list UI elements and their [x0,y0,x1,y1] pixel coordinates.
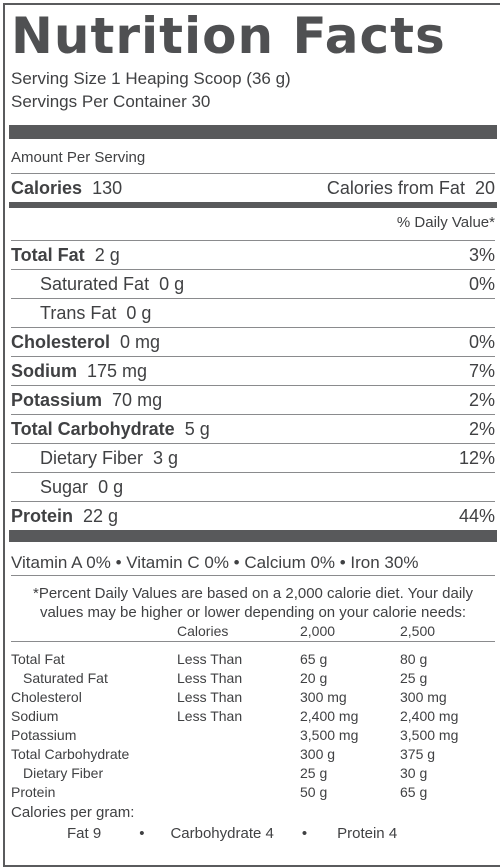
reference-cell: Less Than [177,689,243,705]
nutrient-name: Trans Fat [40,303,117,323]
reference-cell: Protein [11,784,56,800]
nutrient-label-group [11,357,147,385]
reference-table-body [11,650,495,802]
vitamins-line: Vitamin A 0% • Vitamin C 0% • Calcium 0% • Iron 30% [11,542,495,576]
reference-cell: Less Than [177,708,243,724]
nutrient-daily-value: 3% [468,245,495,265]
reference-table [11,622,495,802]
amount-per-serving-row [11,145,495,173]
reference-cell: 30 g [400,765,428,781]
reference-cell: 300 mg [400,689,447,705]
nutrient-label-group [11,473,123,501]
reference-cell [177,764,300,783]
nutrient-row [11,443,495,472]
reference-cell: Total Fat [11,651,65,667]
daily-value-header: % Daily Value* [396,214,495,231]
thick-divider-bottom [9,530,497,542]
reference-header-cell: 2,000 [300,623,336,639]
nutrient-name: Protein [11,506,74,526]
nutrient-amount: 0 g [159,274,185,294]
nutrient-name: Sugar [40,477,89,497]
nutrient-amount: 2 g [94,245,120,265]
nutrient-label-group [11,444,178,472]
nutrient-row [11,501,495,530]
reference-cell: 2,400 mg [300,708,359,724]
nutrient-label-group [11,415,210,443]
calories-per-gram-row [11,823,495,845]
nutrient-amount: 22 g [83,506,119,526]
reference-cell: Potassium [11,727,77,743]
reference-header-cell: Calories [177,623,229,639]
nutrient-daily-value: 12% [458,448,495,468]
nutrient-daily-value: 7% [468,361,495,381]
nutrient-name: Dietary Fiber [40,448,144,468]
cpg-protein: Protein 4 [337,825,398,842]
reference-cell: 2,400 mg [400,708,459,724]
nutrient-label-group [11,299,151,327]
nutrient-row [11,385,495,414]
reference-row [11,688,495,707]
nutrient-daily-value: 44% [458,506,495,526]
nutrient-name: Saturated Fat [40,274,150,294]
nutrient-amount: 3 g [153,448,179,468]
reference-cell: 65 g [300,651,328,667]
reference-cell: Less Than [177,670,243,686]
nutrient-name: Sodium [11,361,77,381]
nutrient-label-group [11,386,162,414]
reference-row [11,726,495,745]
nutrient-label-group [11,502,118,530]
reference-row [11,783,495,802]
reference-table-header [11,622,495,642]
reference-cell: 300 g [300,746,336,762]
cpg-separator: • [301,825,308,842]
reference-cell: Less Than [177,651,243,667]
reference-row [11,764,495,783]
reference-row [11,650,495,669]
nutrient-row [11,327,495,356]
daily-value-footnote: *Percent Daily Values are based on a 2,000 calorie diet. Your daily values may be higher or lower depending on your calorie needs: [32,585,473,621]
nutrient-amount: 70 mg [112,390,163,410]
servings-per-container: Servings Per Container 30 [11,92,211,111]
calories-value: 130 [92,178,123,198]
nutrient-name: Total Fat [11,245,85,265]
reference-cell: 3,500 mg [300,727,359,743]
reference-cell: 80 g [400,651,428,667]
label-title: Nutrition Facts [11,7,446,65]
nutrient-daily-value: 2% [468,390,495,410]
reference-cell: Saturated Fat [23,670,108,686]
reference-cell: 25 g [300,765,328,781]
nutrient-daily-value: 2% [468,419,495,439]
reference-cell: Total Carbohydrate [11,746,130,762]
reference-cell [177,783,300,802]
nutrient-label-group [11,270,184,298]
nutrient-label-group [11,328,160,356]
calories-label: Calories [11,178,83,198]
nutrient-row [11,269,495,298]
calories-row [11,173,495,202]
nutrient-amount: 175 mg [87,361,148,381]
calories-from-fat-value: 20 [474,178,495,198]
reference-row [11,707,495,726]
nutrient-row [11,472,495,501]
reference-cell [177,745,300,764]
cpg-separator: • [139,825,145,842]
nutrient-amount: 0 g [98,477,124,497]
reference-cell: Cholesterol [11,689,82,705]
nutrient-label-group [11,241,120,269]
calories-per-gram-label: Calories per gram: [11,804,135,821]
nutrient-name: Total Carbohydrate [11,419,175,439]
reference-cell: 20 g [300,670,328,686]
cpg-carbohydrate: Carbohydrate 4 [170,825,274,842]
amount-per-serving: Amount Per Serving [11,149,146,166]
reference-cell [177,726,300,745]
nutrient-list [11,240,495,530]
reference-cell: 65 g [400,784,428,800]
nutrient-name: Potassium [11,390,103,410]
nutrient-row [11,240,495,269]
reference-row [11,669,495,688]
reference-cell: 375 g [400,746,436,762]
calories-from-fat-label: Calories from Fat [326,178,465,198]
nutrient-daily-value: 0% [468,332,495,352]
serving-size: Serving Size 1 Heaping Scoop (36 g) [11,69,291,88]
nutrient-name: Cholesterol [11,332,111,352]
nutrient-row [11,298,495,327]
thick-divider [9,125,497,139]
reference-cell: 300 mg [300,689,347,705]
reference-cell: 25 g [400,670,428,686]
nutrient-amount: 5 g [184,419,210,439]
reference-cell: Sodium [11,708,59,724]
nutrient-amount: 0 mg [120,332,161,352]
cpg-fat: Fat 9 [67,825,102,842]
daily-value-header-row [11,208,495,240]
reference-cell: 50 g [300,784,328,800]
reference-header-cell: 2,500 [400,623,436,639]
nutrient-daily-value: 0% [468,274,495,294]
reference-row [11,745,495,764]
nutrient-amount: 0 g [126,303,152,323]
reference-cell: Dietary Fiber [23,765,104,781]
nutrient-row [11,356,495,385]
reference-cell: 3,500 mg [400,727,459,743]
nutrient-row [11,414,495,443]
nutrition-label [3,3,500,867]
reference-header-cell [11,622,177,642]
